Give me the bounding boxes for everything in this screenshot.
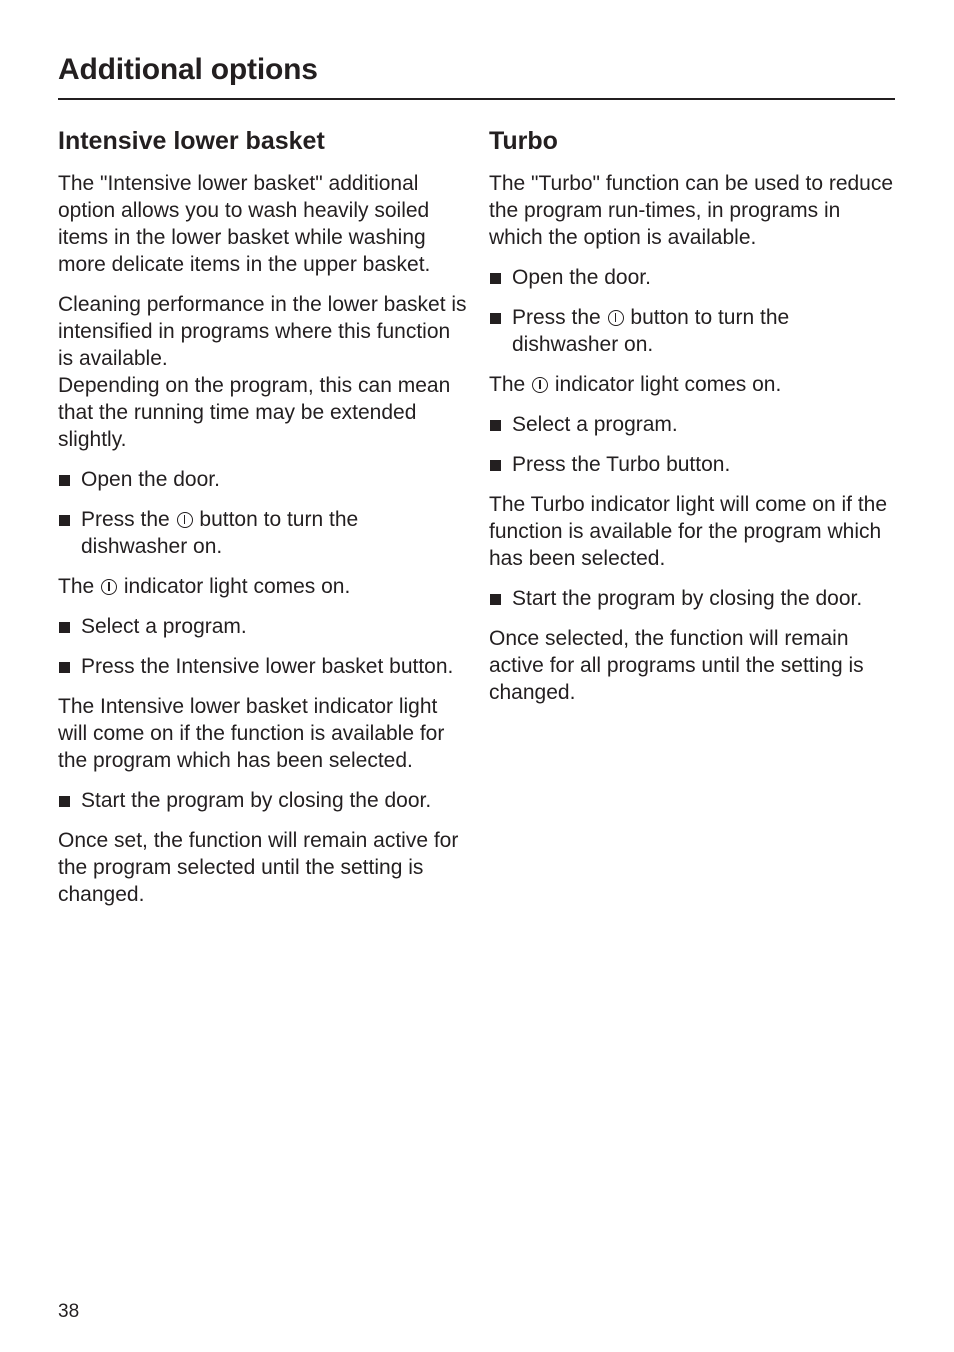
turbo-power-indicator-note: The indicator light comes on.	[489, 373, 782, 396]
square-bullet-icon	[59, 662, 70, 673]
power-button-icon	[101, 579, 117, 595]
turbo-step-press-power: Press the button to turn the dishwasher on.	[489, 304, 899, 358]
step-close-door: Start the program by closing the door.	[58, 787, 470, 814]
square-bullet-icon	[59, 515, 70, 526]
section-heading-turbo: Turbo	[489, 127, 558, 155]
page-number: 38	[58, 1301, 80, 1322]
turbo-step-close-door: Start the program by closing the door.	[489, 585, 899, 612]
power-indicator-note: The indicator light comes on.	[58, 575, 351, 598]
closing-paragraph: Once set, the function will remain active for the program selected until the setting is changed.	[58, 829, 459, 906]
square-bullet-icon	[490, 594, 501, 605]
intro-paragraph: The "Intensive lower basket" additional option allows you to wash heavily soiled items in the lower basket while washing more delicate items in the upper basket.	[58, 172, 431, 276]
turbo-indicator-note: The Turbo indicator light will come on if the function is available for the program which has been selected.	[489, 493, 888, 570]
section-heading-intensive: Intensive lower basket	[58, 127, 325, 155]
square-bullet-icon	[490, 273, 501, 284]
square-bullet-icon	[490, 420, 501, 431]
turbo-step-open-door: Open the door.	[489, 264, 899, 291]
square-bullet-icon	[59, 796, 70, 807]
step-press-power: Press the button to turn the dishwasher on.	[58, 506, 470, 560]
step-select-program: Select a program.	[58, 613, 470, 640]
turbo-step-press-turbo: Press the Turbo button.	[489, 451, 899, 478]
step-open-door: Open the door.	[58, 466, 470, 493]
turbo-closing-paragraph: Once selected, the function will remain active for all programs until the setting is changed.	[489, 627, 864, 704]
performance-paragraph: Cleaning performance in the lower basket is intensified in programs where this function is available.	[58, 293, 467, 370]
square-bullet-icon	[59, 475, 70, 486]
power-button-icon	[532, 377, 548, 393]
square-bullet-icon	[59, 622, 70, 633]
title-divider	[58, 98, 895, 100]
intensive-indicator-note: The Intensive lower basket indicator light will come on if the function is available for the program which has been selected.	[58, 695, 445, 772]
turbo-section	[489, 124, 899, 719]
step-press-intensive: Press the Intensive lower basket button.	[58, 653, 470, 680]
page-title: Additional options	[58, 53, 318, 86]
square-bullet-icon	[490, 460, 501, 471]
turbo-step-select-program: Select a program.	[489, 411, 899, 438]
power-button-icon	[608, 310, 624, 326]
runtime-paragraph: Depending on the program, this can mean that the running time may be extended slightly.	[58, 374, 451, 451]
power-button-icon	[177, 512, 193, 528]
square-bullet-icon	[490, 313, 501, 324]
intensive-lower-basket-section	[58, 124, 470, 921]
turbo-intro-paragraph: The "Turbo" function can be used to reduce the program run-times, in programs in which the option is available.	[489, 172, 894, 249]
